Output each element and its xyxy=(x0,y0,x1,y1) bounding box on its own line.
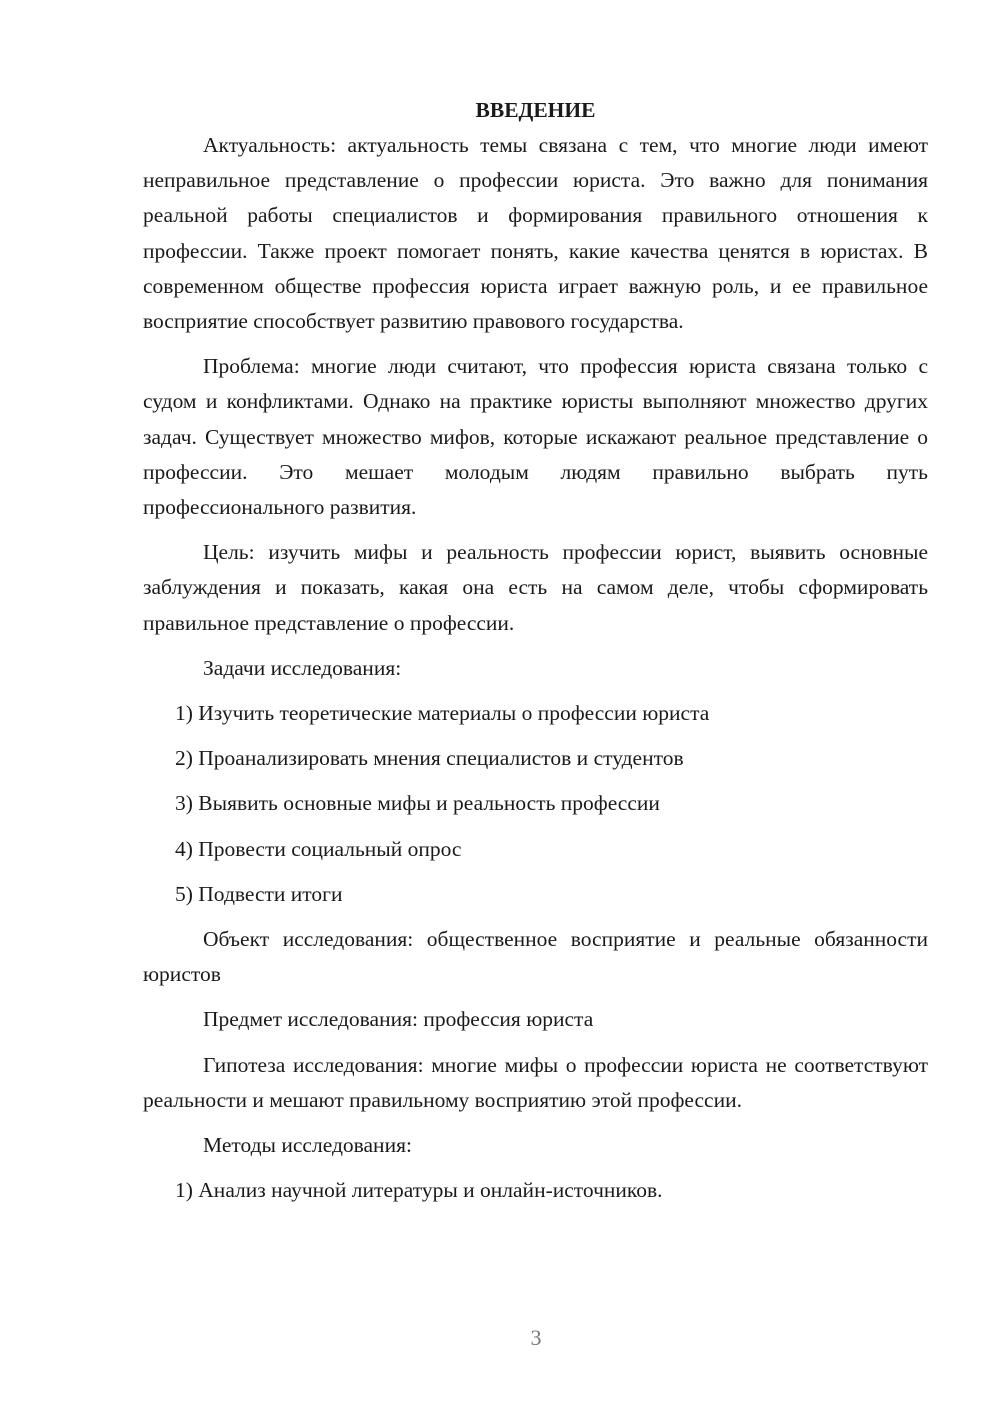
task-item: 3) Выявить основные мифы и реальность профессии xyxy=(175,791,660,816)
goal-paragraph: Цель: изучить мифы и реальность профессии юрист, выявить основные заблуждения и показать, какая она есть на самом деле, чтобы сформировать правильное представление о профессии. xyxy=(143,540,928,635)
page-number: 3 xyxy=(530,1325,542,1350)
method-item: 1) Анализ научной литературы и онлайн-источников. xyxy=(175,1178,663,1203)
object-paragraph: Объект исследования: общественное восприятие и реальные обязанности юристов xyxy=(143,927,928,987)
problem-paragraph: Проблема: многие люди считают, что профессия юриста связана только с судом и конфликтами. Однако на практике юристы выполняют множество других задач. Существует множество мифов, которые искажают реальное представление о профессии. Это мешает молодым людям правильно выбрать путь профессионального развития. xyxy=(143,354,928,520)
task-item: 5) Подвести итоги xyxy=(175,881,343,906)
methods-title: Методы исследования: xyxy=(203,1133,412,1158)
task-item: 1) Изучить теоретические материалы о профессии юриста xyxy=(175,701,710,726)
relevance-paragraph: Актуальность: актуальность темы связана с тем, что многие люди имеют неправильное представление о профессии юриста. Это важно для понимания реальной работы специалистов и формирования правильного отношения к профессии. Также проект помогает понять, какие качества ценятся в юристах. В современном обществе профессия юриста играет важную роль, и ее правильное восприятие способствует развитию правового государства. xyxy=(143,133,928,334)
tasks-title: Задачи исследования: xyxy=(203,655,402,680)
document-body xyxy=(143,92,928,1208)
subject-paragraph: Предмет исследования: профессия юриста xyxy=(203,1007,594,1032)
task-item: 2) Проанализировать мнения специалистов и студентов xyxy=(175,746,684,771)
hypothesis-paragraph: Гипотеза исследования: многие мифы о профессии юриста не соответствуют реальности и мешают правильному восприятию этой профессии. xyxy=(143,1052,928,1112)
task-item: 4) Провести социальный опрос xyxy=(175,836,462,861)
section-heading: ВВЕДЕНИЕ xyxy=(475,98,596,122)
